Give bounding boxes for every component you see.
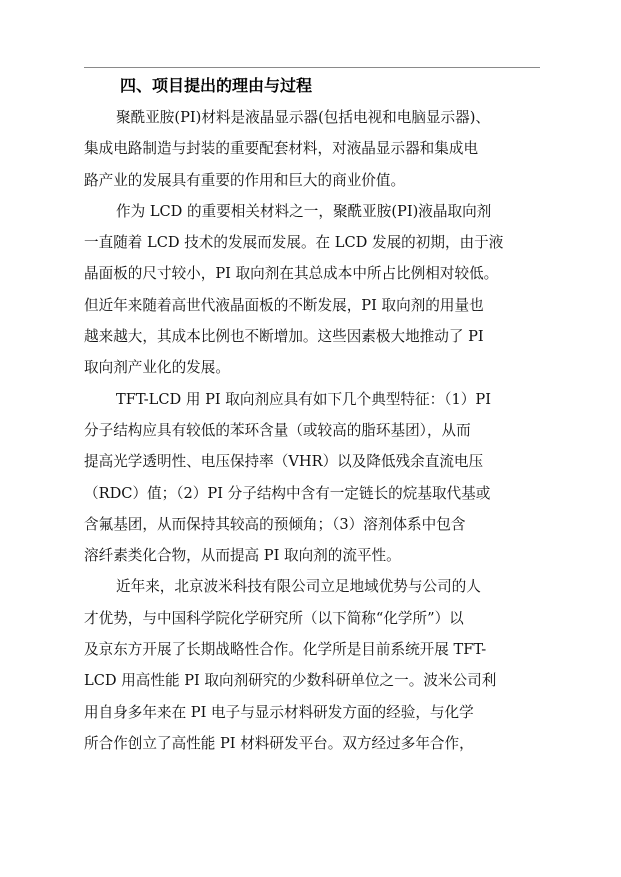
paragraph-line: 晶面板的尺寸较小，PI 取向剂在其总成本中所占比例相对较低。 xyxy=(84,265,499,283)
paragraph-pi-materials xyxy=(84,102,544,196)
paragraph-line: TFT-LCD 用 PI 取向剂应具有如下几个典型特征：（1）PI xyxy=(116,390,491,408)
paragraph-line: 聚酰亚胺(PI)材料是液晶显示器(包括电视和电脑显示器)、 xyxy=(116,109,491,126)
paragraph-line: 分子结构应具有较低的苯环含量（或较高的脂环基团），从而 xyxy=(84,421,471,439)
paragraph-line: 取向剂产业化的发展。 xyxy=(84,359,230,377)
paragraph-line: 及京东方开展了长期战略性合作。化学所是目前系统开展 TFT- xyxy=(84,641,487,659)
paragraph-line: 含氟基团，从而保持其较高的预倾角；（3）溶剂体系中包含 xyxy=(84,515,466,533)
paragraph-line: 作为 LCD 的重要相关材料之一，聚酰亚胺(PI)液晶取向剂 xyxy=(116,202,492,220)
paragraph-line: 近年来，北京波米科技有限公司立足地域优势与公司的人 xyxy=(116,578,481,596)
paragraph-line: 提高光学透明性、电压保持率（VHR）以及降低残余直流电压 xyxy=(84,453,484,471)
header-rule xyxy=(84,67,540,68)
paragraph-line: 所合作创立了高性能 PI 材料研发平台。双方经过多年合作， xyxy=(84,734,474,752)
paragraph-line: 溶纤素类化合物，从而提高 PI 取向剂的流平性。 xyxy=(84,547,401,565)
paragraph-tft-features xyxy=(84,384,544,572)
paragraph-line: 一直随着 LCD 技术的发展而发展。在 LCD 发展的初期，由于液 xyxy=(84,234,504,252)
section-heading: 四、项目提出的理由与过程 xyxy=(120,76,313,95)
paragraph-line: 用自身多年来在 PI 电子与显示材料研发方面的经验，与化学 xyxy=(84,703,474,721)
paragraph-line: （RDC）值；（2）PI 分子结构中含有一定链长的烷基取代基或 xyxy=(84,484,491,502)
paragraph-line: 路产业的发展具有重要的作用和巨大的商业价值。 xyxy=(84,171,406,189)
paragraph-line: 越来越大，其成本比例也不断增加。这些因素极大地推动了 PI xyxy=(84,328,484,346)
paragraph-lcd-alignment xyxy=(84,196,544,384)
paragraph-line: 集成电路制造与封装的重要配套材料，对液晶显示器和集成电 xyxy=(84,140,479,158)
paragraph-line: 才优势，与中国科学院化学研究所（以下简称“化学所”）以 xyxy=(84,609,464,627)
paragraph-line: LCD 用高性能 PI 取向剂研究的少数科研单位之一。波米公司利 xyxy=(84,672,497,690)
paragraph-line: 但近年来随着高世代液晶面板的不断发展，PI 取向剂的用量也 xyxy=(84,296,484,314)
document-page xyxy=(84,70,544,759)
paragraph-cooperation xyxy=(84,571,544,759)
